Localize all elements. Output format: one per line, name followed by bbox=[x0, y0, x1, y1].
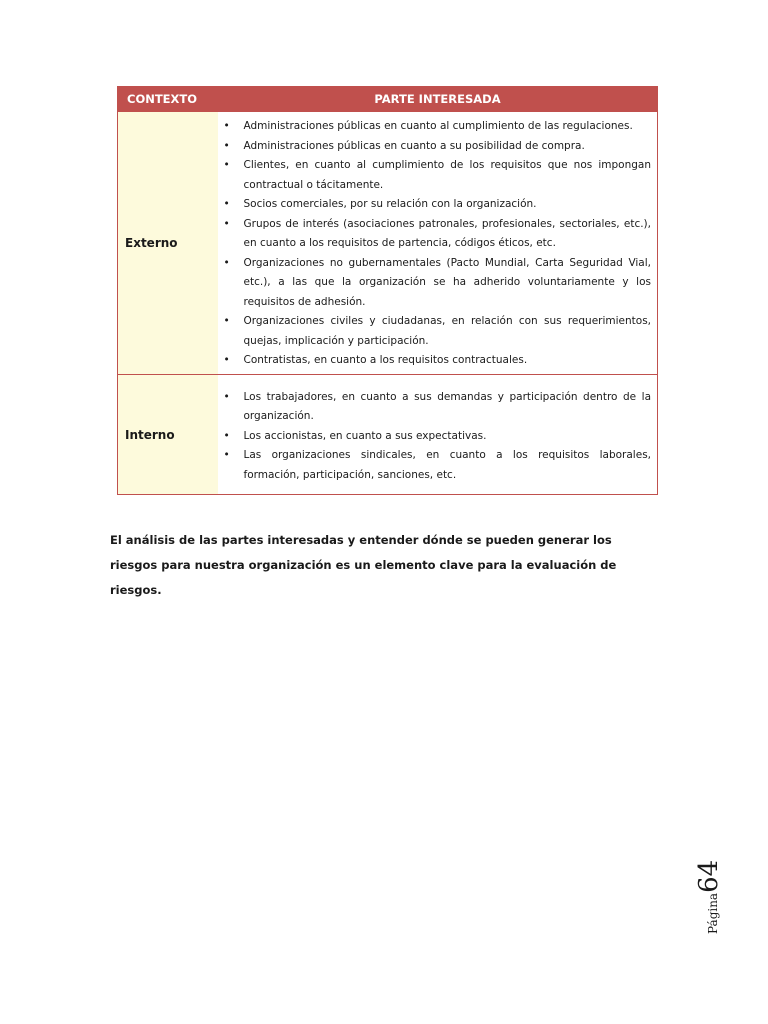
list-item: • Administraciones públicas en cuanto a su posibilidad de compra. bbox=[244, 137, 652, 157]
internal-party-list bbox=[218, 384, 658, 486]
party-cell-external bbox=[218, 112, 658, 375]
list-item: • Contratistas, en cuanto a los requisitos contractuales. bbox=[244, 351, 652, 371]
list-item: • Clientes, en cuanto al cumplimiento de los requisitos que nos impongan contractual o tácitamente. bbox=[244, 156, 652, 195]
party-cell-internal bbox=[218, 375, 658, 495]
header-interested-party: PARTE INTERESADA bbox=[218, 87, 658, 112]
conclusion-paragraph: El análisis de las partes interesadas y entender dónde se pueden generar los riesgos para nuestra organización es un elemento clave para la evaluación de riesgos. bbox=[110, 533, 617, 597]
header-context: CONTEXTO bbox=[118, 87, 218, 112]
list-item: • Los accionistas, en cuanto a sus expectativas. bbox=[244, 427, 652, 447]
stakeholder-table bbox=[117, 86, 658, 495]
table-row-internal bbox=[118, 375, 658, 495]
page-word: Página bbox=[706, 892, 720, 934]
context-cell-external: Externo bbox=[118, 112, 218, 375]
list-item: • Administraciones públicas en cuanto al cumplimiento de las regulaciones. bbox=[244, 117, 652, 137]
table-row-external bbox=[118, 112, 658, 375]
list-item: • Organizaciones no gubernamentales (Pacto Mundial, Carta Seguridad Vial, etc.), a las que la organización se ha adherido voluntariamente y los requisitos de adhesión. bbox=[244, 254, 652, 313]
context-cell-internal: Interno bbox=[118, 375, 218, 495]
page-number-value: 64 bbox=[694, 859, 724, 893]
list-item: • Socios comerciales, por su relación con la organización. bbox=[244, 195, 652, 215]
list-item: • Grupos de interés (asociaciones patronales, profesionales, sectoriales, etc.), en cuanto a los requisitos de partencia, códigos éticos, etc. bbox=[244, 215, 652, 254]
list-item: • Las organizaciones sindicales, en cuanto a los requisitos laborales, formación, participación, sanciones, etc. bbox=[244, 446, 652, 485]
table-header-row bbox=[118, 87, 658, 112]
page-number bbox=[694, 860, 724, 934]
list-item: • Organizaciones civiles y ciudadanas, en relación con sus requerimientos, quejas, implicación y participación. bbox=[244, 312, 652, 351]
list-item: • Los trabajadores, en cuanto a sus demandas y participación dentro de la organización. bbox=[244, 388, 652, 427]
external-party-list bbox=[218, 115, 658, 371]
